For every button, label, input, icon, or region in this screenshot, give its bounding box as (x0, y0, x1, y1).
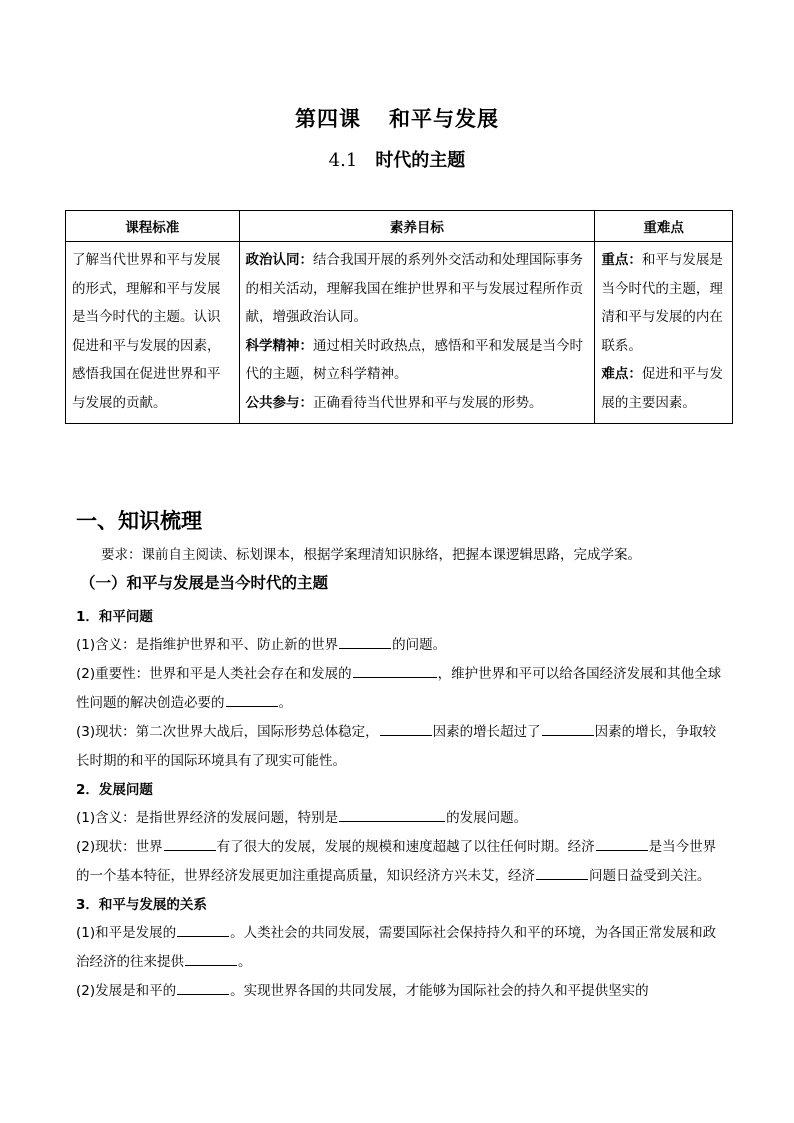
key-text: 和平与发展是当今时代的主题，理清和平与发展的内在联系。 (601, 252, 723, 354)
fill-blank[interactable] (226, 691, 278, 707)
relationship-development (76, 977, 726, 1006)
peace-definition (76, 631, 726, 660)
text-segment: ，维护世界和平可以给各国经济发展和其他全球性问题的解决创造必要的 (76, 666, 722, 711)
section-name: 时代的主题 (375, 150, 466, 171)
lesson-title (0, 103, 794, 133)
text-segment: (3)现状：第二次世界大战后，国际形势总体稳定， (76, 724, 379, 740)
goal-label: 公共参与： (245, 394, 313, 411)
fill-blank[interactable] (542, 720, 594, 736)
goal-public (246, 389, 590, 418)
goals-cell (239, 242, 595, 424)
header-key-points: 重难点 (595, 211, 733, 242)
text-segment: (2)重要性：世界和平是人类社会存在和发展的 (76, 666, 352, 682)
heading-peace: 1．和平问题 (76, 609, 153, 625)
difficulty-text: 促进和平与发展的主要因素。 (601, 366, 723, 411)
text-segment: (1)含义：是指维护世界和平、防止新的世界 (76, 637, 339, 653)
goal-label: 政治认同： (245, 252, 313, 268)
text-segment: 问题日益受到关注。 (589, 868, 711, 884)
standard-cell (66, 242, 240, 424)
text-segment: 是当今世界的一个基本特征，世界经济发展更加注重提高质量，知识经济方兴未艾，经济 (76, 839, 717, 884)
text-segment: 。 (238, 954, 252, 970)
fill-blank[interactable] (164, 835, 216, 851)
section-title (0, 146, 794, 172)
relationship-peace (76, 919, 726, 977)
table-header-row (66, 211, 733, 242)
knowledge-content (76, 603, 726, 1006)
subsection-heading: （一）和平与发展是当今时代的主题 (80, 574, 329, 592)
fill-blank[interactable] (339, 633, 391, 649)
text-segment: 。 (278, 695, 292, 711)
section-heading: 一、知识梳理 (76, 509, 202, 533)
fill-blank[interactable] (185, 950, 237, 966)
fill-blank[interactable] (536, 864, 588, 880)
text-segment: 有了很大的发展，发展的规模和速度超越了以往任何时期。经济 (216, 839, 595, 855)
lesson-name: 和平与发展 (389, 107, 499, 131)
goal-text: 结合我国开展的系列外交活动和处理国际事务的相关活动，理解我国在维护世界和平与发展过程所作贡献，增强政治认同。 (245, 252, 583, 325)
development-status (76, 833, 726, 891)
text-segment: (2)现状：世界 (76, 839, 163, 855)
fill-blank[interactable] (380, 720, 432, 736)
fill-blank[interactable] (353, 662, 437, 678)
fill-blank[interactable] (177, 921, 229, 937)
peace-importance (76, 660, 726, 718)
goal-political (246, 246, 590, 332)
peace-status (76, 718, 726, 776)
text-segment: 的发展问题。 (446, 810, 528, 826)
development-definition (76, 804, 726, 833)
lesson-number: 第四课 (295, 107, 361, 131)
text-segment: 因素的增长超过了 (432, 724, 541, 740)
goal-text: 正确看待当代世界和平与发展的形势。 (313, 394, 543, 411)
header-standard: 课程标准 (66, 211, 240, 242)
key-point (601, 246, 727, 360)
fill-blank[interactable] (596, 835, 648, 851)
curriculum-table (65, 210, 733, 424)
section-number: 4.1 (328, 150, 358, 171)
goal-text: 通过相关时政热点，感悟和平和发展是当今时代的主题，树立科学精神。 (245, 337, 583, 382)
heading-relationship: 3．和平与发展的关系 (76, 897, 207, 913)
heading-development: 2．发展问题 (76, 782, 153, 798)
goal-science (246, 332, 590, 389)
difficulty-point (601, 360, 727, 417)
text-segment: 。人类社会的共同发展，需要国际社会保持持久和平的环境，为各国正常发展和政治经济的往来提供 (76, 925, 717, 970)
fill-blank[interactable] (177, 979, 229, 995)
text-segment: (2)发展是和平的 (76, 983, 177, 999)
goal-label: 科学精神： (245, 337, 313, 354)
header-goals: 素养目标 (239, 211, 595, 242)
table-body-row (66, 242, 733, 424)
text-segment: 。实现世界各国的共同发展，才能够为国际社会的持久和平提供坚实的 (230, 983, 649, 999)
text-segment: 因素的增长，争取较长时期的和平的国际环境具有了现实可能性。 (76, 724, 717, 769)
key-label: 重点： (601, 252, 642, 268)
standard-text: 了解当代世界和平与发展的形式，理解和平与发展是当今时代的主题。认识促进和平与发展的因素，感悟我国在促进世界和平与发展的贡献。 (72, 252, 221, 411)
requirement-text: 要求：课前自主阅读、标划课本，根据学案理清知识脉络，把握本课逻辑思路，完成学案。 (101, 547, 641, 563)
text-segment: (1)和平是发展的 (76, 925, 177, 941)
text-segment: (1)含义：是指世界经济的发展问题，特别是 (76, 810, 339, 826)
text-segment: 的问题。 (392, 637, 447, 653)
fill-blank[interactable] (339, 806, 445, 822)
key-points-cell (595, 242, 733, 424)
difficulty-label: 难点： (601, 366, 642, 382)
